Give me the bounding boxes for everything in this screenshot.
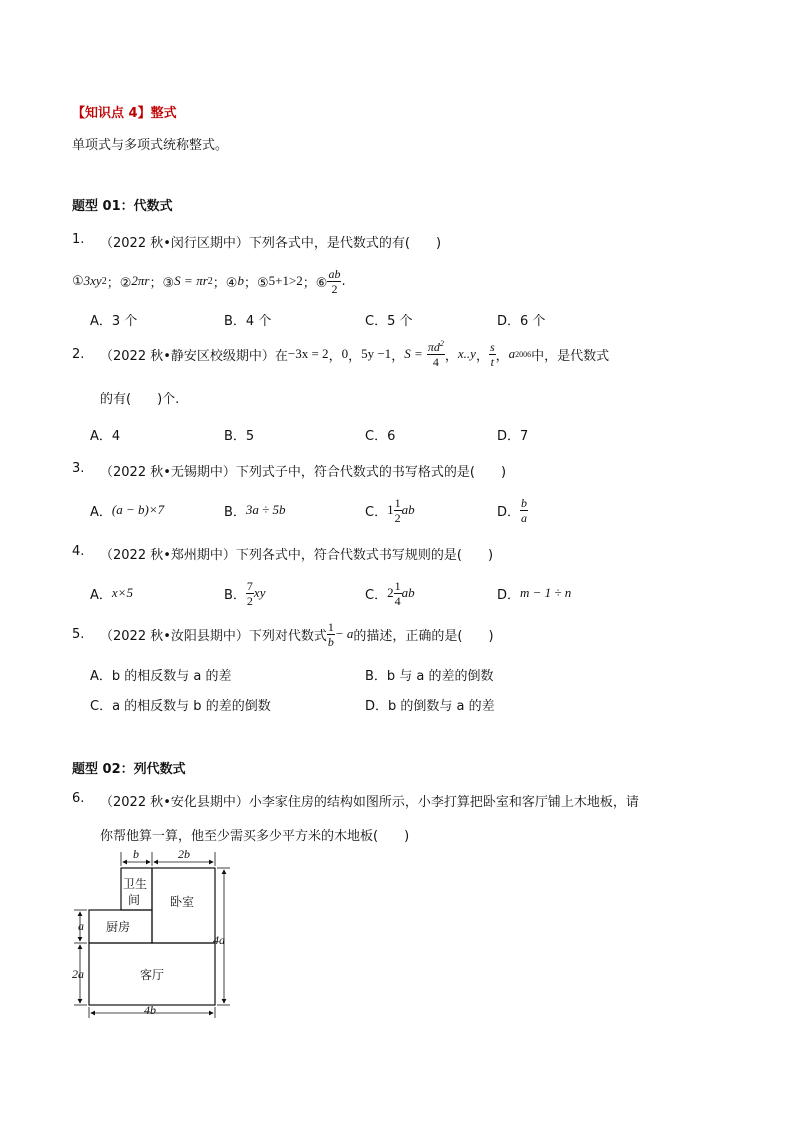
q2-fraction-st: $\frac{s}{t}$ bbox=[489, 339, 495, 369]
q2-fraction-s: $\frac{\pi d^2}{4}$ bbox=[427, 339, 444, 369]
q5-option-b[interactable]: B．b 与 a 的差的倒数 bbox=[365, 669, 494, 684]
q5-number: 5. bbox=[72, 627, 85, 642]
q2-option-c[interactable]: C．6 bbox=[365, 429, 396, 444]
q5-option-d[interactable]: D．b 的倒数与 a 的差 bbox=[365, 699, 495, 714]
type01-heading: 题型 01：代数式 bbox=[72, 199, 173, 214]
section-description: 单项式与多项式统称整式。 bbox=[72, 138, 229, 153]
q4-option-c[interactable]: C． 2 $\frac{1}{4}$ ab bbox=[365, 578, 415, 608]
q4-number: 4. bbox=[72, 544, 85, 559]
kitchen-label: 厨房 bbox=[106, 920, 131, 934]
q1-option-d[interactable]: D．6 个 bbox=[497, 314, 546, 329]
q1-number: 1. bbox=[72, 232, 85, 247]
q6-number: 6. bbox=[72, 791, 85, 806]
q5-stem: （2022 秋•汝阳县期中）下列对代数式 $\frac{1}{b}$ − a 的描述，正确的是( ) bbox=[100, 619, 494, 649]
q1-option-c[interactable]: C．5 个 bbox=[365, 314, 413, 329]
label-2a: 2a bbox=[72, 967, 84, 981]
q1-option-a[interactable]: A．3 个 bbox=[90, 314, 138, 329]
q4-option-a[interactable]: A． x×5 bbox=[90, 585, 133, 603]
label-a: a bbox=[78, 919, 84, 933]
q1-option-b[interactable]: B．4 个 bbox=[224, 314, 272, 329]
q2-option-b[interactable]: B．5 bbox=[224, 429, 255, 444]
label-4a: 4a bbox=[213, 933, 225, 947]
q2-number: 2. bbox=[72, 347, 85, 362]
q1-items: ① 3xy 2 ；② 2πr ；③ S = πr 2 ；④ b ；⑤ 5+1>2 ；⑥ $\frac{ab}{2}$ . bbox=[72, 266, 346, 296]
bathroom-label-line1: 卫生 bbox=[123, 877, 148, 891]
q3-option-c[interactable]: C． 1 $\frac{1}{2}$ ab bbox=[365, 495, 415, 525]
label-b: b bbox=[133, 848, 139, 861]
q3-option-a[interactable]: A． (a − b)×7 bbox=[90, 502, 165, 520]
q2-stem: （2022 秋•静安区校级期中）在 −3x = 2 ， 0 ， 5y −1 ， S = $\frac{\pi d^2}{4}$ ， x..y ， $\frac{s}{t}$ ， a 2006 中，是代数式 bbox=[100, 339, 610, 369]
bathroom-label-line2: 间 bbox=[128, 893, 141, 907]
q3-number: 3. bbox=[72, 461, 85, 476]
q5-fraction: $\frac{1}{b}$ bbox=[327, 619, 334, 649]
q3-option-b[interactable]: B． 3a ÷ 5b bbox=[224, 502, 286, 520]
type02-heading: 题型 02：列代数式 bbox=[72, 762, 186, 777]
q4-option-b[interactable]: B． $\frac{7}{2}$ xy bbox=[224, 578, 266, 608]
bedroom-label: 卧室 bbox=[170, 895, 195, 909]
q2-line2: 的有( )个. bbox=[100, 392, 180, 407]
q2-option-d[interactable]: D．7 bbox=[497, 429, 529, 444]
q1-fraction: $\frac{ab}{2}$ bbox=[328, 266, 341, 296]
q3-option-d[interactable]: D． $\frac{b}{a}$ bbox=[497, 495, 528, 525]
q4-stem: （2022 秋•郑州期中）下列各式中，符合代数式书写规则的是( ) bbox=[100, 548, 494, 563]
q3-stem: （2022 秋•无锡期中）下列式子中，符合代数式的书写格式的是( ) bbox=[100, 465, 507, 480]
q4-option-d[interactable]: D． m − 1 ÷ n bbox=[497, 585, 572, 603]
q5-option-a[interactable]: A．b 的相反数与 a 的差 bbox=[90, 669, 232, 684]
section-title: 【知识点 4】整式 bbox=[72, 106, 177, 121]
label-4b: 4b bbox=[144, 1003, 156, 1017]
floor-plan-figure bbox=[66, 848, 246, 1024]
q1-stem: （2022 秋•闵行区期中）下列各式中，是代数式的有( ) bbox=[100, 236, 442, 251]
q6-line1: （2022 秋•安化县期中）小李家住房的结构如图所示，小李打算把卧室和客厅铺上木地板，请 bbox=[100, 795, 639, 810]
q6-line2: 你帮他算一算，他至少需买多少平方米的木地板( ) bbox=[100, 829, 410, 844]
q2-option-a[interactable]: A．4 bbox=[90, 429, 121, 444]
living-room-label: 客厅 bbox=[140, 968, 165, 982]
label-2b: 2b bbox=[178, 848, 190, 861]
q5-option-c[interactable]: C．a 的相反数与 b 的差的倒数 bbox=[90, 699, 271, 714]
